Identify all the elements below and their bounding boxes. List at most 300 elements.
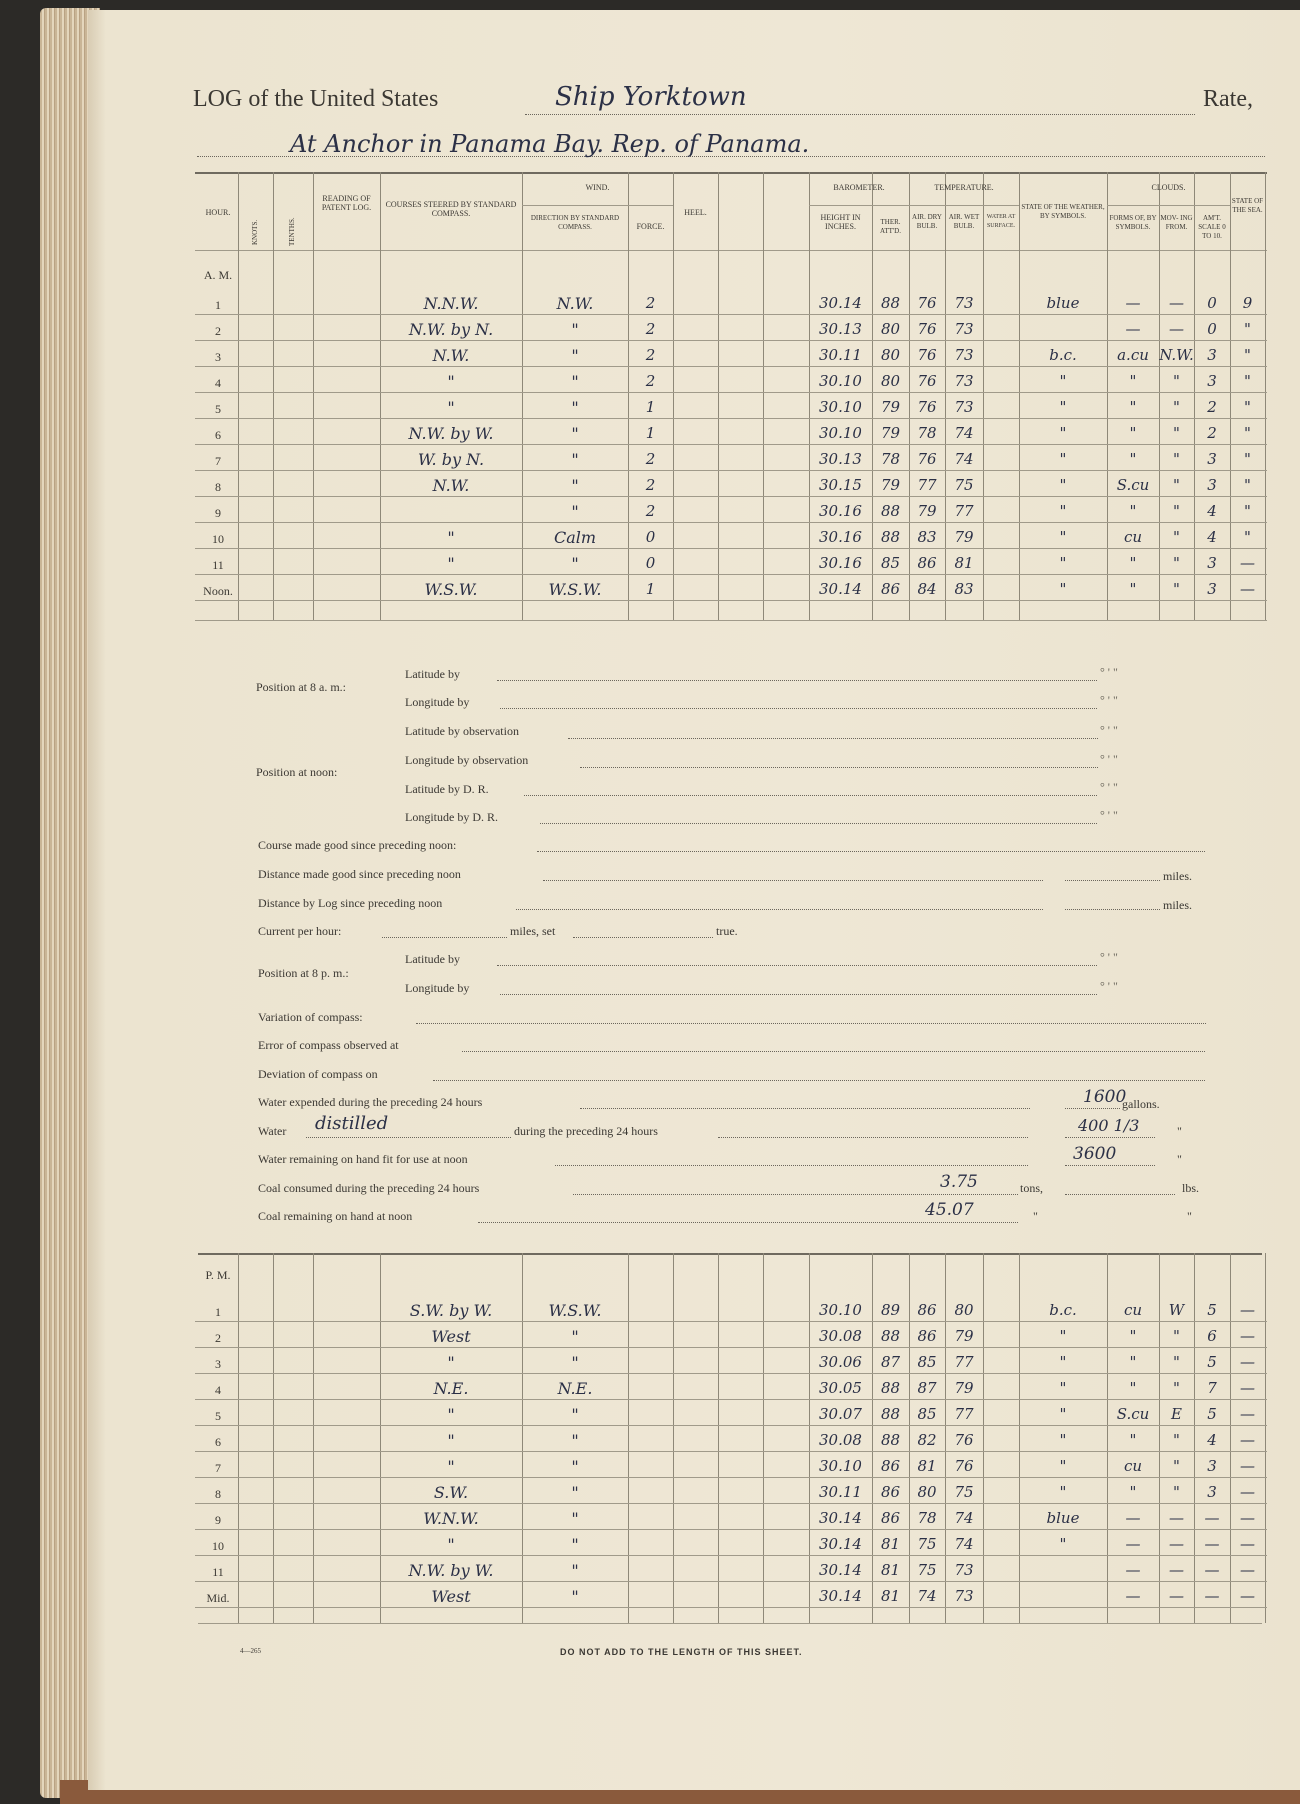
cell-wind_dir: " (571, 502, 579, 521)
row-rule (195, 340, 1267, 341)
fill-line (1065, 1194, 1175, 1195)
cell-wet: 79 (954, 1379, 974, 1397)
cell-ther: 86 (880, 1483, 901, 1501)
degree-marks: ° ' " (1100, 979, 1118, 993)
cell-wind_dir: W.S.W. (548, 1301, 602, 1320)
cell-wind_dir: N.W. (556, 294, 594, 313)
cell-amt: 3 (1207, 554, 1217, 572)
row-rule (195, 392, 1267, 393)
cell-sea: " (1244, 398, 1251, 416)
cell-force: 1 (645, 580, 656, 598)
fill-line (524, 795, 1097, 796)
column-rule (273, 172, 274, 620)
cell-wet: 73 (954, 294, 974, 312)
cell-forms: " (1129, 502, 1137, 520)
rate-label: Rate, (1203, 86, 1253, 112)
column-rule (238, 172, 239, 620)
cell-wet: 73 (954, 398, 974, 416)
cell-baro: 30.16 (819, 528, 862, 546)
cell-wind_dir: " (571, 346, 579, 365)
cell-dry: 76 (917, 398, 937, 416)
cell-ther: 86 (880, 1457, 901, 1475)
cell-amt: 2 (1207, 424, 1217, 442)
wind-force-header: FORCE. (636, 222, 665, 231)
column-rule (1019, 172, 1020, 620)
cell-ther: 88 (880, 502, 901, 520)
barometer-header: BAROMETER. (833, 183, 885, 192)
lat-obs-label: Latitude by observation (405, 724, 519, 738)
cell-course: " (447, 554, 455, 573)
cell-weather: " (1059, 502, 1067, 520)
cell-dry: 76 (917, 450, 937, 468)
cell-wind_dir: " (571, 372, 579, 391)
cell-ther: 80 (880, 320, 901, 338)
position-8pm-label: Position at 8 p. m.: (258, 966, 349, 980)
weather-header: STATE OF THE WEATHER, BY SYMBOLS. (1021, 203, 1105, 220)
fill-line (497, 680, 1097, 681)
cell-amt: 2 (1207, 398, 1217, 416)
cell-course: N.W. by W. (408, 1561, 494, 1580)
row-hour: 11 (212, 1565, 224, 1579)
cell-wet: 74 (954, 424, 974, 442)
cell-forms: — (1125, 1535, 1141, 1553)
cell-wet: 74 (954, 1535, 974, 1553)
temp-water-header: WATER AT SURFACE. (986, 214, 1016, 229)
row-rule (195, 522, 1267, 523)
row-rule (195, 496, 1267, 497)
cell-moving: — (1169, 1587, 1184, 1605)
cell-course: N.W. by W. (408, 424, 494, 443)
row-hour: 6 (215, 1435, 221, 1449)
cell-moving: " (1173, 528, 1180, 546)
cell-sea: — (1240, 554, 1255, 572)
cell-forms: " (1129, 372, 1137, 390)
current-set-label: miles, set (510, 924, 556, 938)
degree-marks: ° ' " (1100, 808, 1118, 822)
row-rule (195, 1373, 1267, 1374)
cell-baro: 30.14 (819, 1509, 862, 1527)
cell-moving: — (1169, 294, 1184, 312)
fill-line (497, 965, 1097, 966)
fill-line (543, 880, 1043, 881)
row-hour: 4 (215, 376, 221, 390)
row-rule (195, 1503, 1267, 1504)
row-hour: 9 (215, 1513, 221, 1527)
cell-baro: 30.10 (819, 424, 862, 442)
row-rule (195, 444, 1267, 445)
table-bottom-rule (198, 1623, 1262, 1624)
cell-wind_dir: W.S.W. (548, 580, 602, 599)
cell-weather: " (1059, 1353, 1067, 1371)
lbs-label: lbs. (1182, 1181, 1200, 1195)
row-hour: 2 (215, 1331, 221, 1345)
temperature-header: TEMPERATURE. (934, 183, 994, 192)
cell-course: N.W. by N. (408, 320, 494, 339)
cell-forms: " (1129, 580, 1137, 598)
cell-moving: W (1168, 1301, 1185, 1319)
row-rule (195, 1321, 1267, 1322)
cell-force: 0 (645, 528, 656, 546)
coal-consumed-value: 3.75 (940, 1172, 978, 1192)
cell-wet: 79 (954, 528, 974, 546)
row-hour: 8 (215, 480, 221, 494)
cell-sea: — (1240, 1561, 1255, 1579)
fill-line (500, 708, 1097, 709)
long-8pm-label: Longitude by (405, 981, 470, 995)
cell-course: W. by N. (417, 450, 485, 469)
cell-dry: 75 (917, 1561, 937, 1579)
column-rule (763, 172, 764, 620)
temp-wet-header: AIR. WET BULB. (948, 213, 980, 230)
distance-made-label: Distance made good since preceding noon (258, 867, 461, 881)
row-hour: 5 (215, 1409, 221, 1423)
cell-sea: — (1240, 1587, 1255, 1605)
cell-sea: " (1244, 476, 1251, 494)
cell-sea: " (1244, 450, 1251, 468)
cell-sea: " (1244, 320, 1251, 338)
cell-weather: " (1059, 1405, 1067, 1423)
cell-ther: 88 (880, 528, 901, 546)
fill-line (540, 823, 1097, 824)
lat-8pm-label: Latitude by (405, 952, 460, 966)
am-label: A. M. (203, 268, 233, 282)
cell-baro: 30.07 (819, 1405, 862, 1423)
cell-wind_dir: " (571, 1587, 579, 1606)
cell-weather: " (1059, 1535, 1067, 1553)
cell-baro: 30.16 (819, 502, 862, 520)
cell-amt: 5 (1207, 1353, 1217, 1371)
cell-forms: " (1129, 1327, 1137, 1345)
cell-amt: 0 (1207, 320, 1217, 338)
cloud-moving-header: MOV- ING FROM. (1160, 214, 1193, 231)
lat-dr-label: Latitude by D. R. (405, 782, 489, 796)
cell-moving: " (1173, 372, 1180, 390)
current-true-label: true. (716, 924, 738, 938)
cell-forms: cu (1123, 528, 1143, 546)
cell-dry: 85 (917, 1405, 937, 1423)
row-rule (195, 548, 1267, 549)
water-remaining-label: Water remaining on hand fit for use at noon (258, 1152, 468, 1166)
cell-baro: 30.11 (819, 1483, 862, 1501)
hour-header: HOUR. (205, 208, 231, 217)
cell-weather: blue (1046, 1509, 1080, 1527)
cell-dry: 83 (917, 528, 937, 546)
baro-height-header: HEIGHT IN INCHES. (820, 213, 861, 231)
cell-amt: 6 (1207, 1327, 1217, 1345)
cell-moving: " (1173, 1327, 1180, 1345)
row-hour: 1 (215, 1305, 221, 1319)
cell-ther: 80 (880, 372, 901, 390)
current-label: Current per hour: (258, 924, 342, 938)
cell-course: N.W. (432, 476, 470, 495)
water-kind-value: distilled (315, 1113, 389, 1134)
fill-line (462, 1051, 1205, 1052)
cell-sea: — (1240, 1535, 1255, 1553)
ditto-mark-2: " (1177, 1152, 1182, 1166)
fill-line (1065, 1137, 1155, 1138)
cell-dry: 76 (917, 320, 937, 338)
cell-baro: 30.13 (819, 450, 862, 468)
cell-course: " (447, 528, 455, 547)
fill-line (573, 937, 713, 938)
sea-header: STATE OF THE SEA. (1231, 197, 1264, 214)
error-label: Error of compass observed at (258, 1038, 399, 1052)
degree-marks: ° ' " (1100, 723, 1118, 737)
cell-ther: 81 (880, 1587, 901, 1605)
cell-moving: " (1173, 554, 1180, 572)
row-hour: 7 (215, 454, 221, 468)
coal-consumed-label: Coal consumed during the preceding 24 hours (258, 1181, 480, 1195)
column-rule (809, 172, 810, 620)
fill-line (382, 937, 507, 938)
cell-weather: " (1059, 450, 1067, 468)
long-8am-label: Longitude by (405, 695, 470, 709)
cell-baro: 30.16 (819, 554, 862, 572)
cell-wind_dir: " (571, 450, 579, 469)
cell-ther: 81 (880, 1535, 901, 1553)
cell-amt: 4 (1207, 502, 1217, 520)
fill-line (718, 1137, 1028, 1138)
fill-line (568, 738, 1098, 739)
tons-label: tons, (1020, 1181, 1044, 1195)
cell-dry: 87 (917, 1379, 937, 1397)
cell-forms: — (1125, 294, 1141, 312)
row-rule (195, 1477, 1267, 1478)
cell-course: W.S.W. (424, 580, 478, 599)
column-rule (313, 1253, 314, 1623)
cell-moving: — (1169, 1509, 1184, 1527)
cell-amt: 3 (1207, 346, 1217, 364)
ditto-mark-4: " (1187, 1209, 1192, 1223)
cell-weather: " (1059, 1457, 1067, 1475)
cell-forms: — (1125, 1561, 1141, 1579)
cell-sea: — (1240, 1353, 1255, 1371)
cell-sea: 9 (1242, 294, 1253, 312)
cell-course: " (447, 398, 455, 417)
fill-line (416, 1023, 1206, 1024)
cell-moving: — (1169, 320, 1184, 338)
row-hour: 10 (212, 1539, 224, 1553)
cell-wind_dir: " (571, 1457, 579, 1476)
row-rule (195, 418, 1267, 419)
cell-forms: — (1125, 1587, 1141, 1605)
cell-forms: — (1125, 1509, 1141, 1527)
row-hour: 1 (215, 298, 221, 312)
position-noon-label: Position at noon: (256, 765, 338, 779)
cell-amt: 3 (1207, 476, 1217, 494)
cell-sea: — (1240, 1405, 1255, 1423)
column-rule (1159, 172, 1160, 620)
cell-wet: 73 (954, 1587, 974, 1605)
cell-forms: cu (1123, 1457, 1143, 1475)
wind-subrule (522, 205, 673, 206)
table-top-rule (198, 1253, 1262, 1255)
cell-forms: — (1125, 320, 1141, 338)
water-label: Water (258, 1124, 287, 1138)
cell-moving: " (1173, 1431, 1180, 1449)
cell-ther: 79 (880, 476, 901, 494)
fill-line (433, 1080, 1205, 1081)
cell-course: " (447, 1405, 455, 1424)
cell-dry: 76 (917, 372, 937, 390)
miles-label-1: miles. (1163, 869, 1192, 883)
column-rule (673, 172, 674, 620)
column-rule (628, 172, 629, 620)
water-remaining-value: 3600 (1073, 1144, 1117, 1164)
cell-forms: S.cu (1116, 476, 1150, 494)
cell-moving: " (1173, 502, 1180, 520)
cell-weather: " (1059, 1483, 1067, 1501)
cloud-forms-header: FORMS OF, BY SYMBOLS. (1109, 214, 1157, 231)
cell-ther: 85 (880, 554, 901, 572)
cell-weather: b.c. (1049, 1301, 1077, 1319)
water-distilled-value: 400 1/3 (1078, 1116, 1140, 1135)
cell-force: 2 (645, 372, 656, 390)
row-rule (195, 314, 1267, 315)
water-during-label: during the preceding 24 hours (514, 1124, 658, 1138)
cell-wet: 80 (954, 1301, 974, 1319)
cell-amt: 5 (1207, 1405, 1217, 1423)
cell-amt: 3 (1207, 580, 1217, 598)
tenths-header: TENTHS. (288, 217, 296, 246)
cell-wind_dir: " (571, 1509, 579, 1528)
cell-dry: 76 (917, 294, 937, 312)
fill-line (537, 851, 1205, 852)
cell-forms: a.cu (1117, 346, 1149, 364)
cell-dry: 86 (917, 1327, 937, 1345)
cell-sea: — (1240, 1509, 1255, 1527)
cell-moving: N.W. (1159, 346, 1194, 364)
cell-amt: 3 (1207, 1483, 1217, 1501)
cell-dry: 76 (917, 346, 937, 364)
fill-line (306, 1137, 511, 1138)
row-hour: 3 (215, 1357, 221, 1371)
log-title: LOG of the United States (193, 86, 439, 112)
coal-remaining-value: 45.07 (925, 1200, 974, 1220)
length-notice: DO NOT ADD TO THE LENGTH OF THIS SHEET. (560, 1647, 803, 1657)
distance-log-label: Distance by Log since preceding noon (258, 896, 443, 910)
row-rule (195, 366, 1267, 367)
cell-course: W.N.W. (423, 1509, 479, 1528)
cell-wet: 77 (954, 502, 974, 520)
cell-ther: 78 (880, 450, 901, 468)
cell-moving: " (1173, 398, 1180, 416)
cell-course: N.E. (433, 1379, 469, 1398)
cell-course: " (447, 1457, 455, 1476)
cell-dry: 81 (917, 1457, 937, 1475)
cell-sea: — (1240, 1327, 1255, 1345)
cell-course: S.W. by W. (409, 1301, 493, 1320)
cell-course: " (447, 1431, 455, 1450)
ship-name-line (525, 114, 1195, 115)
column-rule (983, 1253, 984, 1623)
cell-force: 2 (645, 346, 656, 364)
fill-line (1065, 909, 1160, 910)
miles-label-2: miles. (1163, 898, 1192, 912)
cell-force: 2 (645, 294, 656, 312)
cell-wet: 76 (954, 1431, 974, 1449)
cell-moving: — (1169, 1535, 1184, 1553)
cell-wet: 75 (954, 476, 974, 494)
cell-moving: E (1171, 1405, 1182, 1423)
row-hour: Mid. (206, 1591, 230, 1605)
knots-header: KNOTS. (251, 219, 259, 245)
cell-wind_dir: " (571, 476, 579, 495)
cell-wind_dir: " (571, 1561, 579, 1580)
cell-weather: " (1059, 580, 1067, 598)
cell-amt: — (1204, 1509, 1220, 1527)
cell-wind_dir: " (571, 1535, 579, 1554)
cell-forms: " (1129, 1431, 1137, 1449)
cell-moving: " (1173, 1483, 1180, 1501)
cell-baro: 30.10 (819, 1301, 862, 1319)
cell-baro: 30.15 (819, 476, 862, 494)
cell-ther: 88 (880, 1431, 901, 1449)
cell-weather: " (1059, 1379, 1067, 1397)
degree-marks: ° ' " (1100, 780, 1118, 794)
fill-line (580, 1108, 1030, 1109)
cell-sea: " (1244, 372, 1251, 390)
cell-baro: 30.14 (819, 294, 862, 312)
baro-temp-subrule (809, 205, 1019, 206)
row-hour: 5 (215, 402, 221, 416)
column-rule (628, 1253, 629, 1623)
cell-wet: 73 (954, 346, 974, 364)
patent-log-header: READING OF PATENT LOG. (321, 194, 372, 212)
heel-header: HEEL. (684, 208, 707, 217)
cell-moving: " (1173, 450, 1180, 468)
cell-forms: S.cu (1116, 1405, 1150, 1423)
cell-amt: 0 (1207, 294, 1217, 312)
cell-forms: cu (1123, 1301, 1143, 1319)
cell-ther: 79 (880, 398, 901, 416)
row-rule (195, 574, 1267, 575)
cell-wind_dir: " (571, 1483, 579, 1502)
row-rule (195, 1555, 1267, 1556)
cell-course: West (431, 1587, 471, 1606)
fill-line (1065, 1165, 1155, 1166)
fill-line (1065, 1108, 1120, 1109)
cell-baro: 30.06 (819, 1353, 862, 1371)
column-rule (872, 172, 873, 620)
cell-sea: " (1244, 528, 1251, 546)
cell-moving: " (1173, 1379, 1180, 1397)
cell-wet: 73 (954, 320, 974, 338)
cell-weather: " (1059, 528, 1067, 546)
cell-wind_dir: " (571, 554, 579, 573)
clouds-subrule (1107, 205, 1230, 206)
cell-wet: 75 (954, 1483, 974, 1501)
cell-wind_dir: " (571, 398, 579, 417)
cell-weather: b.c. (1049, 346, 1077, 364)
cell-baro: 30.10 (819, 1457, 862, 1475)
cell-dry: 86 (917, 554, 937, 572)
cell-course: " (447, 1535, 455, 1554)
fill-line (478, 1222, 1018, 1223)
cell-dry: 78 (917, 1509, 937, 1527)
cell-amt: 3 (1207, 372, 1217, 390)
variation-label: Variation of compass: (258, 1010, 363, 1024)
row-rule (195, 1347, 1267, 1348)
cell-ther: 88 (880, 1405, 901, 1423)
cell-baro: 30.08 (819, 1431, 862, 1449)
column-rule (1265, 1253, 1266, 1623)
cell-amt: — (1204, 1587, 1220, 1605)
fill-line (500, 994, 1097, 995)
cell-amt: — (1204, 1561, 1220, 1579)
column-rule (763, 1253, 764, 1623)
cell-wind_dir: " (571, 424, 579, 443)
